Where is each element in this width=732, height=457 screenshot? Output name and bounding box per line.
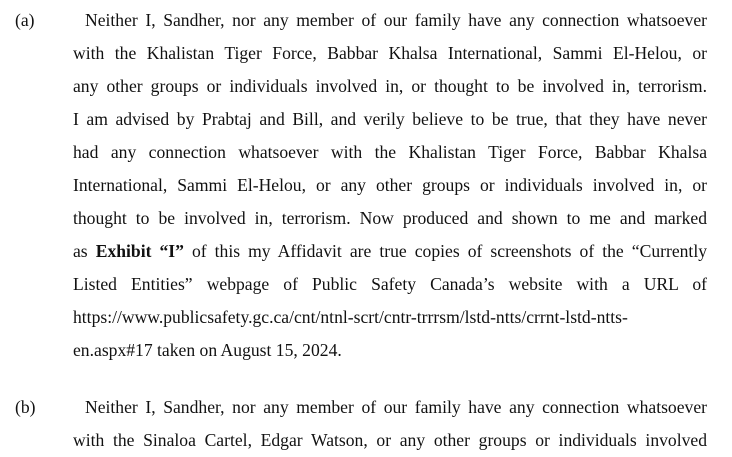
paragraph-a-line-11: en.aspx#17 taken on August 15, 2024. bbox=[73, 340, 342, 360]
paragraph-a-line-9: Listed Entities” webpage of Public Safety Canada’s website with a URL of bbox=[73, 274, 707, 294]
paragraph-a-line-8 bbox=[73, 235, 707, 268]
paragraph-a-line-3: any other groups or individuals involved in, or thought to be involved in, terrorism. bbox=[73, 76, 707, 96]
paragraph-b-label: (b) bbox=[15, 397, 36, 417]
paragraph-a-line-4: I am advised by Prabtaj and Bill, and verily believe to be true, that they have never bbox=[73, 109, 707, 129]
paragraph-b-text bbox=[73, 391, 707, 457]
exhibit-line-suffix: of this my Affidavit are true copies of screenshots of the “Currently bbox=[183, 241, 708, 261]
paragraph-b-line-1: Neither I, Sandher, nor any member of our family have any connection whatsoever bbox=[85, 397, 707, 417]
paragraph-a-line-5: had any connection whatsoever with the Khalistan Tiger Force, Babbar Khalsa bbox=[73, 142, 707, 162]
paragraph-a-line-1: Neither I, Sandher, nor any member of our family have any connection whatsoever bbox=[85, 10, 707, 30]
exhibit-line-prefix: as bbox=[73, 241, 96, 261]
exhibit-reference: Exhibit “I” bbox=[95, 241, 184, 261]
paragraph-a-text bbox=[73, 4, 707, 367]
paragraph-a-label: (a) bbox=[15, 10, 35, 30]
paragraph-a-line-2: with the Khalistan Tiger Force, Babbar Khalsa International, Sammi El-Helou, or bbox=[73, 43, 707, 63]
paragraph-b-line-2: with the Sinaloa Cartel, Edgar Watson, or any other groups or individuals involved bbox=[73, 430, 707, 450]
paragraph-a-url-line: https://www.publicsafety.gc.ca/cnt/ntnl-scrt/cntr-trrrsm/lstd-ntts/crrnt-lstd-ntts- bbox=[73, 307, 628, 327]
paragraph-a-line-7: thought to be involved in, terrorism. Now produced and shown to me and marked bbox=[73, 208, 707, 228]
paragraph-a-line-6: International, Sammi El-Helou, or any other groups or individuals involved in, or bbox=[73, 175, 707, 195]
